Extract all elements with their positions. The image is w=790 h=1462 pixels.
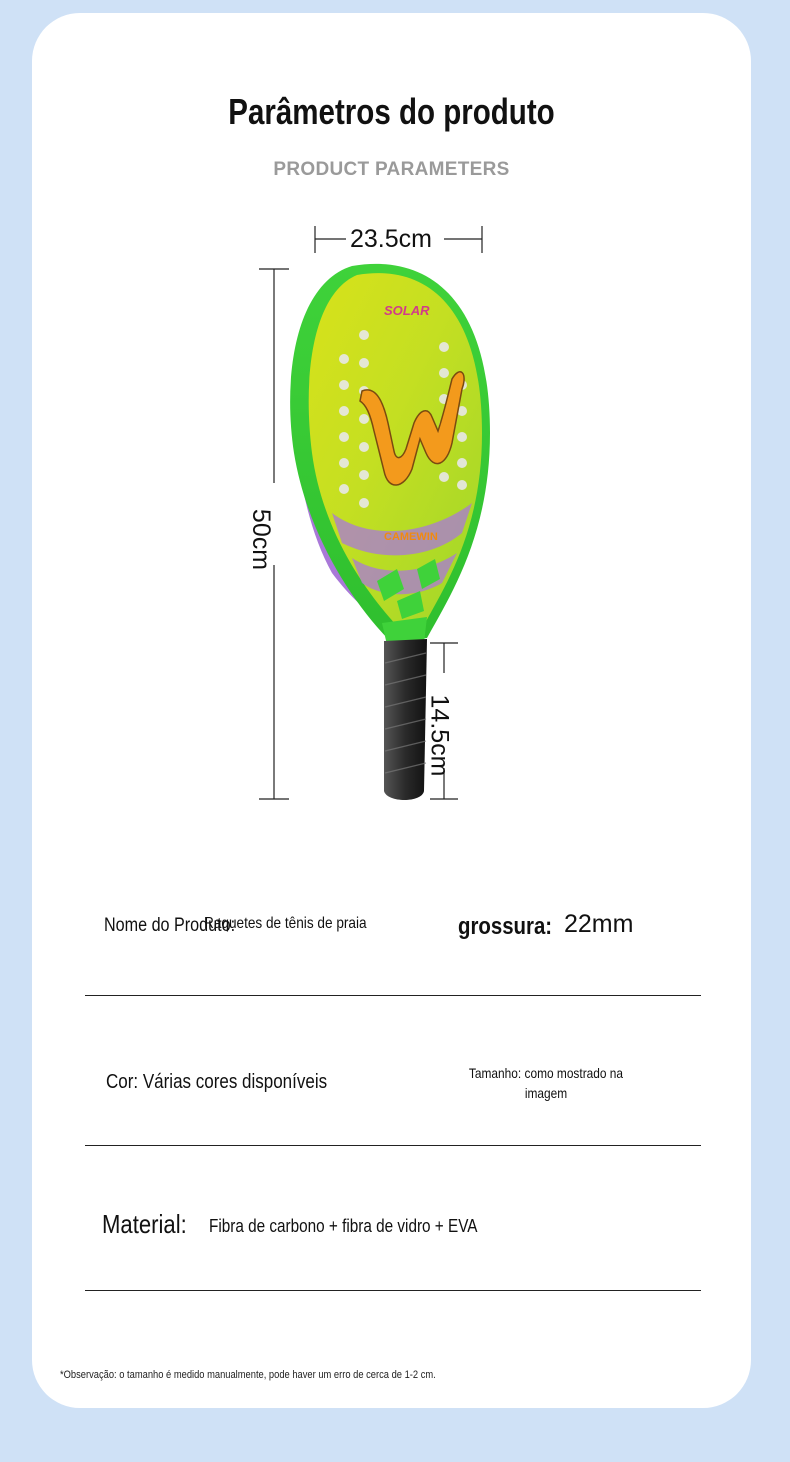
width-label: 23.5cm	[350, 225, 432, 253]
length-label: 50cm	[247, 508, 276, 571]
page-subtitle: PRODUCT PARAMETERS	[273, 159, 510, 180]
size-text-line-1: Tamanho: como mostrado na	[468, 1065, 624, 1081]
material-label: Material:	[102, 1209, 187, 1239]
divider-3	[85, 1290, 701, 1291]
thickness-value: 22mm	[564, 910, 634, 938]
color-text: Cor: Várias cores disponíveis	[106, 1071, 328, 1093]
racket-diagram	[32, 13, 751, 833]
grip-length-label: 14.5cm	[425, 694, 454, 777]
divider-1	[85, 995, 701, 996]
product-name-label: Nome do Produto:	[104, 915, 236, 936]
divider-2	[85, 1145, 701, 1146]
product-card	[32, 13, 751, 1408]
size-text-line-2: imagem	[524, 1085, 568, 1101]
racket-brand-top: SOLAR	[384, 303, 430, 318]
measurement-note: *Observação: o tamanho é medido manualmente, pode haver um erro de cerca de 1-2 cm.	[60, 1369, 436, 1381]
page-title: Parâmetros do produto	[228, 91, 555, 132]
racket-brand-logo: CAMEWIN	[384, 531, 438, 543]
thickness-label: grossura:	[458, 913, 553, 940]
size-text	[446, 1063, 646, 1103]
material-value: Fibra de carbono + fibra de vidro + EVA	[209, 1216, 478, 1236]
product-name-value: Raquetes de tênis de praia	[204, 915, 367, 932]
